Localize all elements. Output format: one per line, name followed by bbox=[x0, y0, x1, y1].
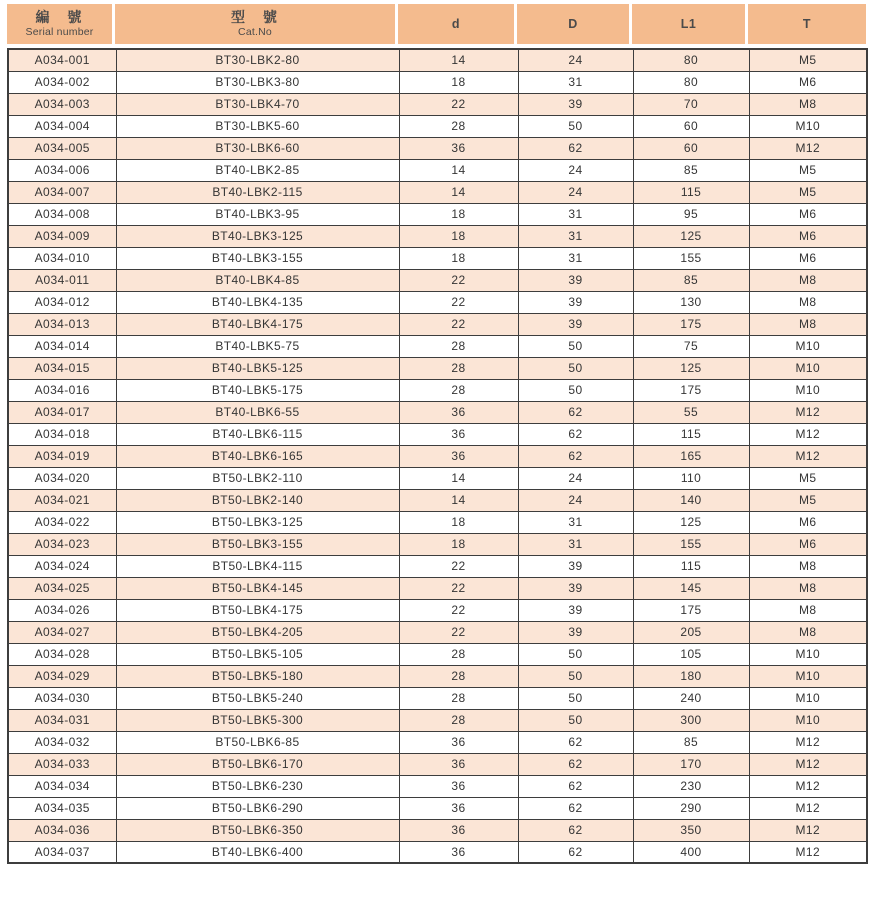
cell-L1: 300 bbox=[633, 709, 749, 731]
table-row bbox=[8, 511, 867, 533]
cell-model: BT50-LBK4-115 bbox=[116, 555, 399, 577]
cell-L1: 230 bbox=[633, 775, 749, 797]
cell-L1: 125 bbox=[633, 357, 749, 379]
cell-L1: 170 bbox=[633, 753, 749, 775]
cell-L1: 80 bbox=[633, 71, 749, 93]
cell-model: BT40-LBK6-400 bbox=[116, 841, 399, 863]
cell-serial: A034-021 bbox=[8, 489, 116, 511]
cell-d: 22 bbox=[399, 621, 518, 643]
cell-D: 50 bbox=[518, 335, 633, 357]
cell-T: M6 bbox=[749, 247, 867, 269]
cell-T: M10 bbox=[749, 115, 867, 137]
cell-d: 18 bbox=[399, 203, 518, 225]
cell-D: 62 bbox=[518, 775, 633, 797]
cell-L1: 110 bbox=[633, 467, 749, 489]
table-row bbox=[8, 577, 867, 599]
header-cat-no-zh: 型 號 bbox=[231, 9, 279, 25]
cell-model: BT40-LBK5-75 bbox=[116, 335, 399, 357]
cell-serial: A034-024 bbox=[8, 555, 116, 577]
cell-D: 31 bbox=[518, 71, 633, 93]
cell-L1: 55 bbox=[633, 401, 749, 423]
cell-T: M12 bbox=[749, 445, 867, 467]
cell-serial: A034-009 bbox=[8, 225, 116, 247]
cell-D: 39 bbox=[518, 313, 633, 335]
cell-T: M5 bbox=[749, 467, 867, 489]
cell-model: BT50-LBK5-105 bbox=[116, 643, 399, 665]
cell-d: 22 bbox=[399, 599, 518, 621]
cell-T: M6 bbox=[749, 533, 867, 555]
cell-L1: 75 bbox=[633, 335, 749, 357]
cell-model: BT40-LBK2-115 bbox=[116, 181, 399, 203]
table-row bbox=[8, 401, 867, 423]
cell-T: M8 bbox=[749, 313, 867, 335]
cell-d: 36 bbox=[399, 841, 518, 863]
cell-D: 62 bbox=[518, 445, 633, 467]
spec-table bbox=[7, 48, 868, 864]
cell-model: BT50-LBK2-140 bbox=[116, 489, 399, 511]
table-row bbox=[8, 379, 867, 401]
table-row bbox=[8, 621, 867, 643]
cell-model: BT50-LBK6-170 bbox=[116, 753, 399, 775]
table-row bbox=[8, 709, 867, 731]
cell-serial: A034-022 bbox=[8, 511, 116, 533]
cell-D: 24 bbox=[518, 49, 633, 71]
cell-model: BT50-LBK6-290 bbox=[116, 797, 399, 819]
table-row bbox=[8, 423, 867, 445]
header-d bbox=[398, 4, 517, 44]
cell-T: M12 bbox=[749, 819, 867, 841]
cell-T: M5 bbox=[749, 159, 867, 181]
cell-serial: A034-004 bbox=[8, 115, 116, 137]
cell-D: 50 bbox=[518, 115, 633, 137]
cell-d: 28 bbox=[399, 709, 518, 731]
table-row bbox=[8, 203, 867, 225]
cell-d: 22 bbox=[399, 269, 518, 291]
header-serial-number-en: Serial number bbox=[25, 26, 94, 38]
cell-model: BT50-LBK6-350 bbox=[116, 819, 399, 841]
header-cat-no bbox=[115, 4, 398, 44]
cell-serial: A034-031 bbox=[8, 709, 116, 731]
header-L1 bbox=[632, 4, 748, 44]
table-row bbox=[8, 115, 867, 137]
cell-D: 39 bbox=[518, 621, 633, 643]
cell-model: BT40-LBK3-125 bbox=[116, 225, 399, 247]
cell-L1: 165 bbox=[633, 445, 749, 467]
cell-serial: A034-007 bbox=[8, 181, 116, 203]
cell-model: BT50-LBK6-230 bbox=[116, 775, 399, 797]
table-row bbox=[8, 357, 867, 379]
cell-L1: 155 bbox=[633, 247, 749, 269]
cell-T: M6 bbox=[749, 71, 867, 93]
header-L1-label: L1 bbox=[680, 17, 697, 31]
cell-serial: A034-018 bbox=[8, 423, 116, 445]
cell-serial: A034-003 bbox=[8, 93, 116, 115]
cell-L1: 85 bbox=[633, 159, 749, 181]
cell-serial: A034-027 bbox=[8, 621, 116, 643]
cell-model: BT40-LBK6-55 bbox=[116, 401, 399, 423]
cell-serial: A034-017 bbox=[8, 401, 116, 423]
cell-D: 39 bbox=[518, 555, 633, 577]
cell-T: M10 bbox=[749, 665, 867, 687]
cell-T: M12 bbox=[749, 731, 867, 753]
cell-T: M12 bbox=[749, 401, 867, 423]
table-row bbox=[8, 687, 867, 709]
header-D bbox=[517, 4, 632, 44]
cell-d: 22 bbox=[399, 577, 518, 599]
cell-L1: 70 bbox=[633, 93, 749, 115]
cell-serial: A034-010 bbox=[8, 247, 116, 269]
table-header bbox=[7, 4, 866, 44]
cell-L1: 155 bbox=[633, 533, 749, 555]
cell-d: 18 bbox=[399, 533, 518, 555]
cell-D: 39 bbox=[518, 577, 633, 599]
cell-model: BT50-LBK3-155 bbox=[116, 533, 399, 555]
cell-serial: A034-013 bbox=[8, 313, 116, 335]
cell-model: BT50-LBK5-300 bbox=[116, 709, 399, 731]
cell-d: 14 bbox=[399, 49, 518, 71]
cell-D: 31 bbox=[518, 247, 633, 269]
cell-T: M8 bbox=[749, 621, 867, 643]
cell-D: 50 bbox=[518, 687, 633, 709]
cell-T: M10 bbox=[749, 709, 867, 731]
cell-serial: A034-008 bbox=[8, 203, 116, 225]
cell-d: 14 bbox=[399, 181, 518, 203]
cell-T: M12 bbox=[749, 423, 867, 445]
cell-T: M8 bbox=[749, 577, 867, 599]
cell-D: 39 bbox=[518, 93, 633, 115]
cell-T: M5 bbox=[749, 49, 867, 71]
header-serial-number bbox=[7, 4, 115, 44]
cell-model: BT40-LBK4-85 bbox=[116, 269, 399, 291]
cell-d: 36 bbox=[399, 753, 518, 775]
cell-L1: 400 bbox=[633, 841, 749, 863]
cell-serial: A034-036 bbox=[8, 819, 116, 841]
cell-serial: A034-035 bbox=[8, 797, 116, 819]
cell-L1: 350 bbox=[633, 819, 749, 841]
cell-D: 50 bbox=[518, 665, 633, 687]
cell-D: 31 bbox=[518, 511, 633, 533]
header-serial-number-zh: 編 號 bbox=[35, 9, 84, 25]
table-row bbox=[8, 819, 867, 841]
cell-d: 28 bbox=[399, 665, 518, 687]
table-row bbox=[8, 665, 867, 687]
cell-T: M12 bbox=[749, 753, 867, 775]
cell-L1: 140 bbox=[633, 489, 749, 511]
cell-D: 24 bbox=[518, 467, 633, 489]
cell-T: M6 bbox=[749, 225, 867, 247]
cell-serial: A034-020 bbox=[8, 467, 116, 489]
cell-L1: 95 bbox=[633, 203, 749, 225]
cell-D: 62 bbox=[518, 137, 633, 159]
cell-d: 28 bbox=[399, 643, 518, 665]
cell-serial: A034-028 bbox=[8, 643, 116, 665]
cell-model: BT40-LBK2-85 bbox=[116, 159, 399, 181]
cell-L1: 175 bbox=[633, 313, 749, 335]
cell-d: 36 bbox=[399, 797, 518, 819]
header-d-label: d bbox=[451, 17, 461, 31]
cell-d: 18 bbox=[399, 247, 518, 269]
cell-d: 28 bbox=[399, 379, 518, 401]
cell-L1: 125 bbox=[633, 511, 749, 533]
cell-model: BT40-LBK3-155 bbox=[116, 247, 399, 269]
cell-L1: 60 bbox=[633, 137, 749, 159]
cell-serial: A034-014 bbox=[8, 335, 116, 357]
cell-serial: A034-034 bbox=[8, 775, 116, 797]
cell-D: 39 bbox=[518, 599, 633, 621]
cell-L1: 115 bbox=[633, 181, 749, 203]
cell-model: BT50-LBK2-110 bbox=[116, 467, 399, 489]
cell-model: BT50-LBK4-175 bbox=[116, 599, 399, 621]
catalog-spec-page bbox=[7, 4, 866, 902]
cell-serial: A034-030 bbox=[8, 687, 116, 709]
cell-serial: A034-011 bbox=[8, 269, 116, 291]
cell-model: BT30-LBK2-80 bbox=[116, 49, 399, 71]
table-row bbox=[8, 797, 867, 819]
cell-L1: 85 bbox=[633, 731, 749, 753]
cell-D: 50 bbox=[518, 379, 633, 401]
cell-D: 62 bbox=[518, 797, 633, 819]
table-row bbox=[8, 775, 867, 797]
cell-serial: A034-016 bbox=[8, 379, 116, 401]
cell-model: BT40-LBK4-175 bbox=[116, 313, 399, 335]
cell-L1: 60 bbox=[633, 115, 749, 137]
cell-d: 36 bbox=[399, 401, 518, 423]
cell-D: 24 bbox=[518, 489, 633, 511]
table-row bbox=[8, 555, 867, 577]
table-row bbox=[8, 599, 867, 621]
cell-d: 28 bbox=[399, 687, 518, 709]
cell-D: 31 bbox=[518, 225, 633, 247]
table-row bbox=[8, 313, 867, 335]
cell-T: M12 bbox=[749, 775, 867, 797]
cell-serial: A034-001 bbox=[8, 49, 116, 71]
cell-model: BT50-LBK5-240 bbox=[116, 687, 399, 709]
cell-L1: 290 bbox=[633, 797, 749, 819]
cell-d: 36 bbox=[399, 731, 518, 753]
cell-model: BT50-LBK5-180 bbox=[116, 665, 399, 687]
table-row bbox=[8, 71, 867, 93]
cell-T: M8 bbox=[749, 555, 867, 577]
cell-serial: A034-033 bbox=[8, 753, 116, 775]
cell-T: M5 bbox=[749, 181, 867, 203]
cell-D: 62 bbox=[518, 423, 633, 445]
cell-d: 14 bbox=[399, 159, 518, 181]
cell-D: 62 bbox=[518, 731, 633, 753]
cell-serial: A034-019 bbox=[8, 445, 116, 467]
cell-d: 22 bbox=[399, 313, 518, 335]
cell-model: BT40-LBK6-115 bbox=[116, 423, 399, 445]
table-row bbox=[8, 335, 867, 357]
cell-model: BT50-LBK3-125 bbox=[116, 511, 399, 533]
cell-serial: A034-006 bbox=[8, 159, 116, 181]
cell-L1: 130 bbox=[633, 291, 749, 313]
cell-D: 62 bbox=[518, 753, 633, 775]
cell-serial: A034-026 bbox=[8, 599, 116, 621]
cell-serial: A034-012 bbox=[8, 291, 116, 313]
cell-d: 36 bbox=[399, 445, 518, 467]
cell-model: BT50-LBK4-205 bbox=[116, 621, 399, 643]
cell-T: M5 bbox=[749, 489, 867, 511]
cell-L1: 145 bbox=[633, 577, 749, 599]
cell-d: 18 bbox=[399, 71, 518, 93]
table-row bbox=[8, 159, 867, 181]
cell-model: BT40-LBK3-95 bbox=[116, 203, 399, 225]
cell-T: M12 bbox=[749, 797, 867, 819]
cell-serial: A034-037 bbox=[8, 841, 116, 863]
table-row bbox=[8, 137, 867, 159]
cell-d: 18 bbox=[399, 225, 518, 247]
cell-serial: A034-015 bbox=[8, 357, 116, 379]
table-row bbox=[8, 445, 867, 467]
cell-serial: A034-005 bbox=[8, 137, 116, 159]
table-row bbox=[8, 841, 867, 863]
cell-D: 62 bbox=[518, 401, 633, 423]
cell-D: 24 bbox=[518, 159, 633, 181]
cell-L1: 105 bbox=[633, 643, 749, 665]
table-row bbox=[8, 93, 867, 115]
cell-d: 22 bbox=[399, 555, 518, 577]
cell-d: 36 bbox=[399, 775, 518, 797]
table-row bbox=[8, 181, 867, 203]
cell-model: BT50-LBK6-85 bbox=[116, 731, 399, 753]
header-T bbox=[748, 4, 866, 44]
cell-model: BT30-LBK5-60 bbox=[116, 115, 399, 137]
cell-L1: 80 bbox=[633, 49, 749, 71]
table-row bbox=[8, 269, 867, 291]
cell-serial: A034-032 bbox=[8, 731, 116, 753]
table-row bbox=[8, 731, 867, 753]
spec-table-body bbox=[8, 49, 867, 863]
cell-serial: A034-023 bbox=[8, 533, 116, 555]
table-row bbox=[8, 753, 867, 775]
cell-T: M12 bbox=[749, 841, 867, 863]
cell-L1: 125 bbox=[633, 225, 749, 247]
cell-D: 62 bbox=[518, 841, 633, 863]
cell-d: 14 bbox=[399, 467, 518, 489]
cell-T: M8 bbox=[749, 291, 867, 313]
cell-T: M10 bbox=[749, 357, 867, 379]
cell-d: 22 bbox=[399, 291, 518, 313]
cell-model: BT30-LBK6-60 bbox=[116, 137, 399, 159]
table-row bbox=[8, 49, 867, 71]
cell-d: 36 bbox=[399, 819, 518, 841]
cell-D: 50 bbox=[518, 709, 633, 731]
cell-D: 31 bbox=[518, 533, 633, 555]
header-T-label: T bbox=[802, 17, 812, 31]
cell-D: 50 bbox=[518, 643, 633, 665]
cell-L1: 175 bbox=[633, 379, 749, 401]
cell-model: BT40-LBK5-125 bbox=[116, 357, 399, 379]
cell-T: M6 bbox=[749, 511, 867, 533]
cell-L1: 240 bbox=[633, 687, 749, 709]
cell-L1: 205 bbox=[633, 621, 749, 643]
cell-d: 28 bbox=[399, 115, 518, 137]
table-row bbox=[8, 247, 867, 269]
cell-serial: A034-025 bbox=[8, 577, 116, 599]
table-row bbox=[8, 643, 867, 665]
table-row bbox=[8, 225, 867, 247]
cell-serial: A034-029 bbox=[8, 665, 116, 687]
cell-model: BT50-LBK4-145 bbox=[116, 577, 399, 599]
cell-d: 28 bbox=[399, 357, 518, 379]
cell-model: BT40-LBK5-175 bbox=[116, 379, 399, 401]
header-cat-no-en: Cat.No bbox=[238, 26, 272, 38]
cell-T: M6 bbox=[749, 203, 867, 225]
table-row bbox=[8, 291, 867, 313]
cell-serial: A034-002 bbox=[8, 71, 116, 93]
cell-L1: 85 bbox=[633, 269, 749, 291]
cell-d: 22 bbox=[399, 93, 518, 115]
cell-d: 18 bbox=[399, 511, 518, 533]
table-row bbox=[8, 489, 867, 511]
cell-D: 24 bbox=[518, 181, 633, 203]
cell-model: BT30-LBK4-70 bbox=[116, 93, 399, 115]
cell-D: 39 bbox=[518, 269, 633, 291]
header-D-label: D bbox=[568, 17, 578, 31]
cell-d: 36 bbox=[399, 423, 518, 445]
cell-d: 36 bbox=[399, 137, 518, 159]
cell-L1: 175 bbox=[633, 599, 749, 621]
cell-T: M8 bbox=[749, 269, 867, 291]
cell-D: 31 bbox=[518, 203, 633, 225]
cell-model: BT40-LBK6-165 bbox=[116, 445, 399, 467]
cell-D: 39 bbox=[518, 291, 633, 313]
cell-D: 62 bbox=[518, 819, 633, 841]
cell-L1: 115 bbox=[633, 423, 749, 445]
cell-T: M10 bbox=[749, 335, 867, 357]
cell-T: M8 bbox=[749, 599, 867, 621]
cell-D: 50 bbox=[518, 357, 633, 379]
cell-T: M10 bbox=[749, 687, 867, 709]
cell-T: M8 bbox=[749, 93, 867, 115]
cell-T: M10 bbox=[749, 379, 867, 401]
cell-L1: 180 bbox=[633, 665, 749, 687]
cell-model: BT40-LBK4-135 bbox=[116, 291, 399, 313]
cell-model: BT30-LBK3-80 bbox=[116, 71, 399, 93]
table-row bbox=[8, 467, 867, 489]
cell-L1: 115 bbox=[633, 555, 749, 577]
cell-d: 28 bbox=[399, 335, 518, 357]
cell-T: M10 bbox=[749, 643, 867, 665]
cell-d: 14 bbox=[399, 489, 518, 511]
cell-T: M12 bbox=[749, 137, 867, 159]
table-row bbox=[8, 533, 867, 555]
